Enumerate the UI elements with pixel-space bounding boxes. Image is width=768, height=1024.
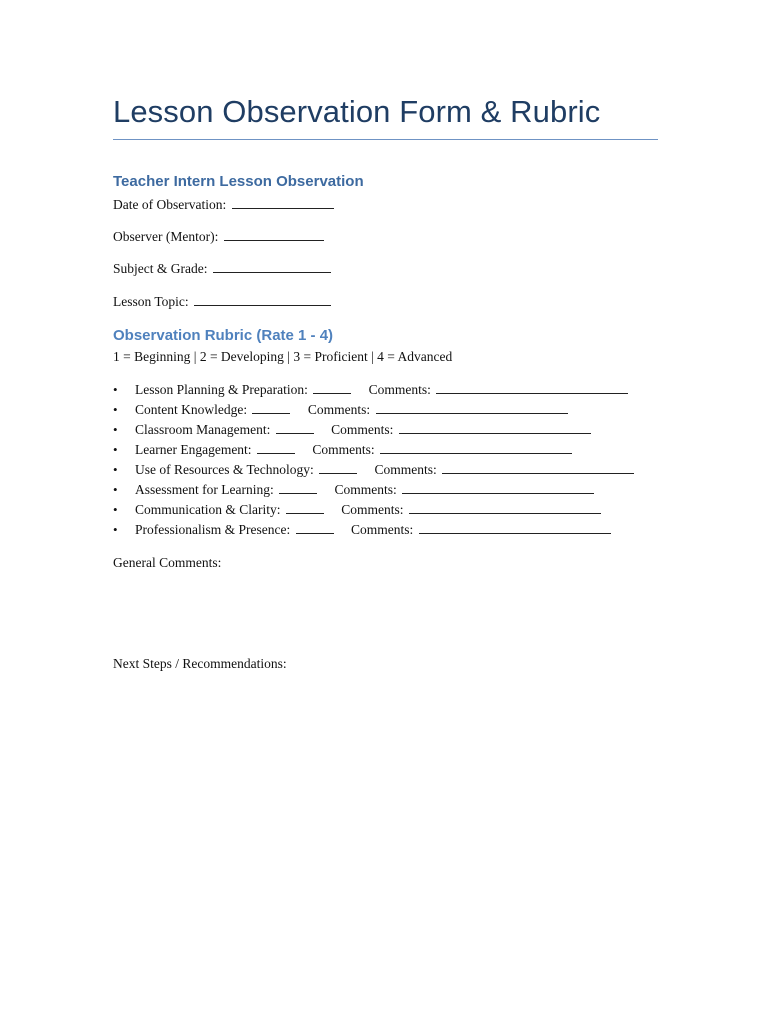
- comments-blank[interactable]: [380, 443, 572, 454]
- next-steps-label: Next Steps / Recommendations:: [113, 656, 287, 671]
- comments-label: Comments:: [312, 442, 375, 457]
- rating-blank[interactable]: [257, 443, 295, 454]
- rating-blank[interactable]: [319, 463, 357, 474]
- page-title: Lesson Observation Form & Rubric: [113, 94, 601, 129]
- comments-blank[interactable]: [442, 463, 634, 474]
- title-divider: [113, 139, 658, 140]
- comments-blank[interactable]: [436, 383, 628, 394]
- rubric-item: [113, 400, 634, 420]
- rubric-item-label: Assessment for Learning:: [135, 482, 274, 497]
- field-observer: [113, 229, 324, 245]
- field-lesson-topic: [113, 294, 331, 310]
- comments-blank[interactable]: [409, 503, 601, 514]
- comments-blank[interactable]: [376, 403, 568, 414]
- bullet-icon: •: [113, 382, 118, 397]
- bullet-icon: •: [113, 502, 118, 517]
- rubric-item: [113, 440, 634, 460]
- section-heading-observation: Teacher Intern Lesson Observation: [113, 173, 364, 190]
- rubric-item-label: Professionalism & Presence:: [135, 522, 291, 537]
- rubric-item: [113, 460, 634, 480]
- rating-blank[interactable]: [286, 503, 324, 514]
- field-date-of-observation: [113, 197, 334, 213]
- comments-label: Comments:: [368, 382, 431, 397]
- rubric-item-label: Communication & Clarity:: [135, 502, 281, 517]
- bullet-icon: •: [113, 462, 118, 477]
- observer-blank[interactable]: [224, 230, 324, 241]
- comments-label: Comments:: [374, 462, 437, 477]
- comments-label: Comments:: [331, 422, 394, 437]
- rubric-item-label: Content Knowledge:: [135, 402, 248, 417]
- bullet-icon: •: [113, 482, 118, 497]
- rubric-item: [113, 380, 634, 400]
- comments-blank[interactable]: [402, 483, 594, 494]
- field-label: Observer (Mentor):: [113, 229, 219, 244]
- field-label: Subject & Grade:: [113, 261, 208, 276]
- rating-blank[interactable]: [252, 403, 290, 414]
- rubric-item: [113, 500, 634, 520]
- bullet-icon: •: [113, 442, 118, 457]
- field-label: Date of Observation:: [113, 197, 227, 212]
- subject-grade-blank[interactable]: [213, 262, 331, 273]
- general-comments-label: General Comments:: [113, 555, 222, 570]
- rubric-list: [113, 380, 634, 540]
- rubric-item: [113, 480, 634, 500]
- bullet-icon: •: [113, 402, 118, 417]
- comments-label: Comments:: [307, 402, 371, 417]
- bullet-icon: •: [113, 522, 118, 537]
- rubric-item-label: Use of Resources & Technology:: [135, 462, 314, 477]
- rubric-scale: 1 = Beginning | 2 = Developing | 3 = Proficient | 4 = Advanced: [113, 349, 453, 364]
- comments-label: Comments:: [341, 502, 404, 517]
- comments-label: Comments:: [350, 522, 414, 537]
- comments-blank[interactable]: [419, 523, 611, 534]
- section-heading-rubric: Observation Rubric (Rate 1 - 4): [113, 327, 334, 344]
- rating-blank[interactable]: [276, 423, 314, 434]
- rubric-item-label: Classroom Management:: [135, 422, 271, 437]
- bullet-icon: •: [113, 422, 118, 437]
- rubric-item-label: Learner Engagement:: [135, 442, 252, 457]
- date-of-observation-blank[interactable]: [232, 198, 334, 209]
- field-label: Lesson Topic:: [113, 294, 189, 309]
- rubric-item: [113, 420, 634, 440]
- rubric-item-label: Lesson Planning & Preparation:: [135, 382, 308, 397]
- rating-blank[interactable]: [296, 523, 334, 534]
- rating-blank[interactable]: [279, 483, 317, 494]
- comments-label: Comments:: [334, 482, 397, 497]
- lesson-topic-blank[interactable]: [194, 295, 331, 306]
- comments-blank[interactable]: [399, 423, 591, 434]
- field-subject-grade: [113, 261, 331, 277]
- rubric-item: [113, 520, 634, 540]
- rating-blank[interactable]: [313, 383, 351, 394]
